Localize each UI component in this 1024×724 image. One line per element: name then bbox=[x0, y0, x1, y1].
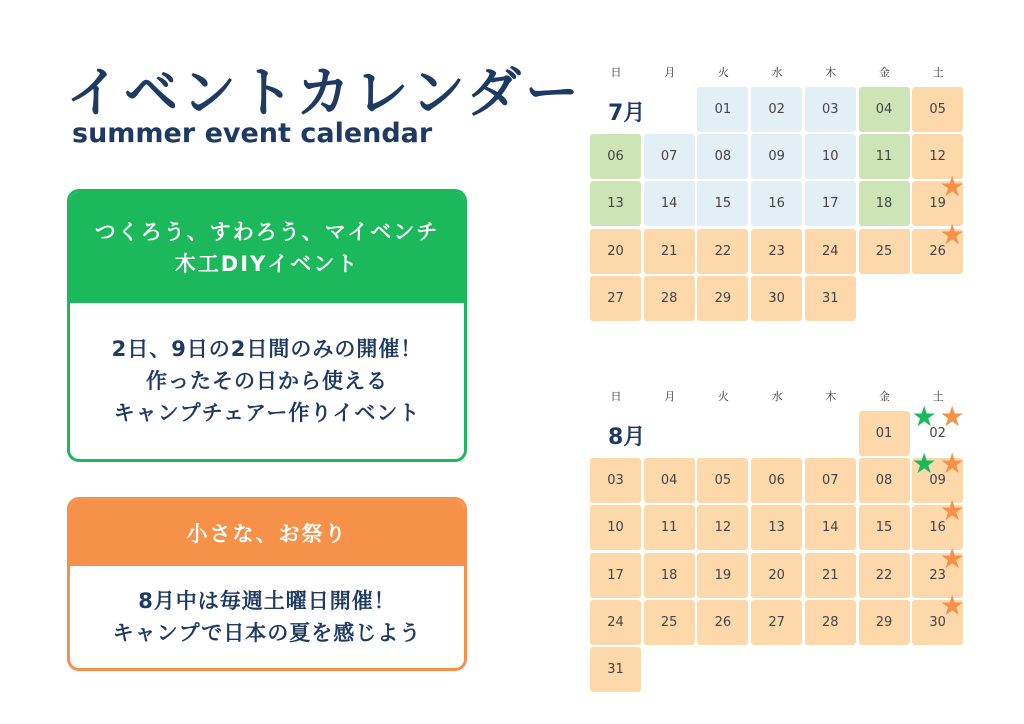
calendar-day: 08 bbox=[697, 134, 748, 179]
weekday-label: 日 bbox=[610, 66, 622, 79]
green-star-icon: ★ bbox=[911, 447, 937, 481]
page-title: イベントカレンダー bbox=[66, 61, 583, 124]
heading-line: 木工DIYイベント bbox=[174, 251, 360, 276]
green-star-icon: ★ bbox=[911, 400, 937, 433]
calendar-day: 18 bbox=[859, 181, 910, 226]
calendar-day: 21 bbox=[805, 553, 856, 598]
weekday-label: 月 bbox=[664, 66, 676, 79]
body-line: 8月中は毎週土曜日開催！ bbox=[138, 589, 396, 613]
weekday-label: 土 bbox=[932, 66, 944, 79]
calendar-day: 01 bbox=[697, 87, 748, 132]
calendar-day: 02 bbox=[751, 87, 802, 132]
calendar-day: 17 bbox=[590, 553, 641, 598]
calendar-day: 31 bbox=[590, 647, 641, 692]
calendar-day: 11 bbox=[859, 134, 910, 179]
month-label: 7月 bbox=[608, 101, 646, 126]
calendar-day: 08 bbox=[859, 458, 910, 503]
calendar-day: 01 bbox=[859, 411, 910, 456]
calendar-day: 30 bbox=[912, 600, 963, 645]
orange-star-icon: ★ bbox=[939, 494, 965, 528]
page-subtitle: summer event calendar bbox=[72, 118, 433, 149]
month-label: 8月 bbox=[608, 425, 646, 450]
weekday-label: 火 bbox=[717, 66, 729, 79]
weekday-label: 月 bbox=[664, 390, 676, 403]
calendar-day: 23 bbox=[912, 553, 963, 598]
weekday-label: 水 bbox=[771, 390, 783, 403]
calendar-day: 13 bbox=[751, 505, 802, 550]
event-card-diy-heading bbox=[70, 192, 464, 303]
calendar-day: 12 bbox=[697, 505, 748, 550]
calendar-day: 19 bbox=[912, 181, 963, 226]
calendar-day: 28 bbox=[644, 276, 695, 321]
calendar-day: 28 bbox=[805, 600, 856, 645]
calendar-day: 10 bbox=[805, 134, 856, 179]
calendar-day: 09 bbox=[912, 458, 963, 503]
calendar-day: 12 bbox=[912, 134, 963, 179]
calendar-day: 05 bbox=[697, 458, 748, 503]
calendar-day: 20 bbox=[590, 229, 641, 274]
heading-line: 小さな、お祭り bbox=[186, 522, 348, 546]
event-card-festival bbox=[67, 497, 467, 671]
calendar-day: 31 bbox=[805, 276, 856, 321]
calendar-day: 25 bbox=[644, 600, 695, 645]
orange-star-icon: ★ bbox=[939, 400, 965, 433]
calendar-day: 18 bbox=[644, 553, 695, 598]
weekday-header bbox=[588, 64, 968, 80]
body-line: 作ったその日から使える bbox=[146, 369, 388, 393]
calendar-day: 03 bbox=[590, 458, 641, 503]
calendar-day: 30 bbox=[751, 276, 802, 321]
calendar-day: 16 bbox=[751, 181, 802, 226]
calendar-day: 07 bbox=[805, 458, 856, 503]
weekday-label: 金 bbox=[879, 390, 890, 403]
calendar-day: 15 bbox=[697, 181, 748, 226]
calendar-day: 05 bbox=[912, 87, 963, 132]
calendar-day: 03 bbox=[805, 87, 856, 132]
calendar-day: 04 bbox=[859, 87, 910, 132]
calendar-day: 27 bbox=[590, 276, 641, 321]
calendar-day: 15 bbox=[859, 505, 910, 550]
event-card-diy-body bbox=[70, 303, 464, 459]
weekday-label: 金 bbox=[879, 66, 890, 79]
calendar-day: 23 bbox=[751, 229, 802, 274]
calendar-day: 26 bbox=[912, 229, 963, 274]
orange-star-icon: ★ bbox=[939, 447, 965, 481]
calendar-day: 29 bbox=[697, 276, 748, 321]
weekday-label: 日 bbox=[610, 390, 622, 403]
calendar-day: 21 bbox=[644, 229, 695, 274]
calendar-day: 06 bbox=[590, 134, 641, 179]
calendar-day: 19 bbox=[697, 553, 748, 598]
calendar-day: 16 bbox=[912, 505, 963, 550]
calendar-day: 24 bbox=[805, 229, 856, 274]
calendar-day: 07 bbox=[644, 134, 695, 179]
calendar-day: 02 bbox=[929, 426, 946, 441]
event-card-festival-heading bbox=[70, 500, 464, 566]
orange-star-icon: ★ bbox=[939, 170, 965, 204]
calendar-day: 10 bbox=[590, 505, 641, 550]
event-card-festival-body bbox=[70, 566, 464, 668]
body-line: キャンプチェアー作りイベント bbox=[113, 401, 421, 425]
calendar-day: 26 bbox=[697, 600, 748, 645]
body-line: キャンプで日本の夏を感じよう bbox=[112, 621, 422, 645]
calendar-day: 13 bbox=[590, 181, 641, 226]
event-card-diy bbox=[67, 189, 467, 462]
calendar-day: 29 bbox=[859, 600, 910, 645]
weekday-label: 木 bbox=[825, 66, 837, 79]
calendar-day: 09 bbox=[751, 134, 802, 179]
orange-star-icon: ★ bbox=[939, 217, 965, 251]
weekday-label: 土 bbox=[932, 390, 944, 403]
calendar-day: 22 bbox=[697, 229, 748, 274]
weekday-label: 水 bbox=[771, 66, 783, 79]
weekday-header bbox=[588, 388, 968, 404]
calendar-day: 27 bbox=[751, 600, 802, 645]
weekday-label: 火 bbox=[717, 390, 729, 403]
calendar-day: 06 bbox=[751, 458, 802, 503]
orange-star-icon: ★ bbox=[939, 588, 965, 622]
calendar-day: 14 bbox=[805, 505, 856, 550]
calendar-day: 20 bbox=[751, 553, 802, 598]
calendar-day: 24 bbox=[590, 600, 641, 645]
calendar-day: 17 bbox=[805, 181, 856, 226]
calendar-day: 25 bbox=[859, 229, 910, 274]
calendar-day: 22 bbox=[859, 553, 910, 598]
calendar-day: 11 bbox=[644, 505, 695, 550]
orange-star-icon: ★ bbox=[939, 541, 965, 575]
body-line: 2日、9日の2日間のみの開催！ bbox=[111, 337, 423, 361]
calendar-day: 14 bbox=[644, 181, 695, 226]
weekday-label: 木 bbox=[825, 390, 837, 403]
heading-line: つくろう、すわろう、マイベンチ bbox=[94, 219, 440, 244]
calendar-day: 04 bbox=[644, 458, 695, 503]
